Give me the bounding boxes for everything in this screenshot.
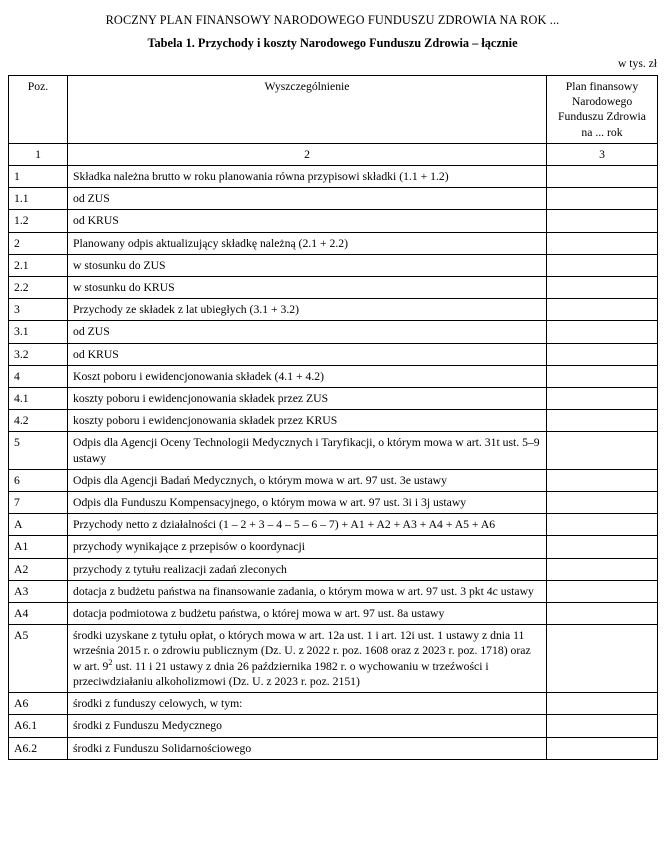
row-description-cell: Odpis dla Agencji Badań Medycznych, o którym mowa w art. 97 ust. 3e ustawy bbox=[68, 469, 547, 491]
row-plan-value-cell[interactable] bbox=[547, 603, 658, 625]
row-description-cell: Odpis dla Funduszu Kompensacyjnego, o którym mowa w art. 97 ust. 3i i 3j ustawy bbox=[68, 492, 547, 514]
column-header-plan: Plan finansowy Narodowego Funduszu Zdrowia na ... rok bbox=[547, 76, 658, 144]
table-header bbox=[9, 76, 658, 166]
table-row bbox=[9, 514, 658, 536]
row-description-cell: koszty poboru i ewidencjonowania składek przez ZUS bbox=[68, 388, 547, 410]
row-description-cell: Koszt poboru i ewidencjonowania składek (4.1 + 4.2) bbox=[68, 365, 547, 387]
unit-note: w tys. zł bbox=[618, 57, 657, 70]
row-position-cell: 1.1 bbox=[9, 188, 68, 210]
row-plan-value-cell[interactable] bbox=[547, 321, 658, 343]
row-plan-value-cell[interactable] bbox=[547, 492, 658, 514]
column-number-3: 3 bbox=[547, 143, 658, 165]
row-position-cell: 3 bbox=[9, 299, 68, 321]
row-plan-value-cell[interactable] bbox=[547, 580, 658, 602]
column-header-position: Poz. bbox=[9, 76, 68, 144]
row-description-cell: Przychody netto z działalności (1 – 2 + 3 – 4 – 5 – 6 – 7) + A1 + A2 + A3 + A4 + A5 + A6 bbox=[68, 514, 547, 536]
row-plan-value-cell[interactable] bbox=[547, 232, 658, 254]
row-position-cell: 7 bbox=[9, 492, 68, 514]
row-description-cell: przychody wynikające z przepisów o koordynacji bbox=[68, 536, 547, 558]
row-position-cell: 5 bbox=[9, 432, 68, 469]
table-row bbox=[9, 210, 658, 232]
row-plan-value-cell[interactable] bbox=[547, 693, 658, 715]
row-plan-value-cell[interactable] bbox=[547, 625, 658, 693]
row-position-cell: A6.1 bbox=[9, 715, 68, 737]
row-plan-value-cell[interactable] bbox=[547, 166, 658, 188]
table-caption: Tabela 1. Przychody i koszty Narodowego Funduszu Zdrowia – łącznie bbox=[147, 36, 518, 50]
table-row bbox=[9, 410, 658, 432]
table-row bbox=[9, 558, 658, 580]
row-description-cell: od ZUS bbox=[68, 188, 547, 210]
row-position-cell: 6 bbox=[9, 469, 68, 491]
table-row bbox=[9, 603, 658, 625]
table-column-number-row bbox=[9, 143, 658, 165]
row-description-cell: od ZUS bbox=[68, 321, 547, 343]
row-position-cell: A1 bbox=[9, 536, 68, 558]
row-description-cell: środki z Funduszu Solidarnościowego bbox=[68, 737, 547, 759]
row-position-cell: A5 bbox=[9, 625, 68, 693]
row-position-cell: 4.2 bbox=[9, 410, 68, 432]
table-row bbox=[9, 693, 658, 715]
row-description-cell: przychody z tytułu realizacji zadań zleconych bbox=[68, 558, 547, 580]
row-description-cell: Składka należna brutto w roku planowania równa przypisowi składki (1.1 + 1.2) bbox=[68, 166, 547, 188]
row-description-cell: dotacja z budżetu państwa na finansowanie zadania, o którym mowa w art. 97 ust. 3 pkt 4c ustawy bbox=[68, 580, 547, 602]
table-row bbox=[9, 492, 658, 514]
row-description-cell: środki z Funduszu Medycznego bbox=[68, 715, 547, 737]
row-plan-value-cell[interactable] bbox=[547, 299, 658, 321]
document-page bbox=[0, 13, 665, 859]
table-row bbox=[9, 343, 658, 365]
column-number-2: 2 bbox=[68, 143, 547, 165]
table-row bbox=[9, 625, 658, 693]
row-position-cell: A6.2 bbox=[9, 737, 68, 759]
row-plan-value-cell[interactable] bbox=[547, 277, 658, 299]
table-row bbox=[9, 232, 658, 254]
row-position-cell: 4 bbox=[9, 365, 68, 387]
row-description-cell: środki uzyskane z tytułu opłat, o których mowa w art. 12a ust. 1 i art. 12i ust. 1 ustawy z dnia 11 września 2015 r. o zdrowiu publicznym (Dz. U. z 2022 r. poz. 1608 oraz z 2023 r. poz. 1718) oraz w art. $9^2$ ust. 11 i 21 ustawy z dnia 26 października 1982 r. o wychowaniu w trzeźwości i przeciwdziałaniu alkoholizmowi (Dz. U. z 2023 r. poz. 2151) bbox=[68, 625, 547, 693]
row-position-cell: 2 bbox=[9, 232, 68, 254]
table-row bbox=[9, 299, 658, 321]
row-position-cell: 4.1 bbox=[9, 388, 68, 410]
row-plan-value-cell[interactable] bbox=[547, 188, 658, 210]
table-row bbox=[9, 365, 658, 387]
row-description-cell: od KRUS bbox=[68, 210, 547, 232]
row-position-cell: A3 bbox=[9, 580, 68, 602]
table-row bbox=[9, 166, 658, 188]
row-plan-value-cell[interactable] bbox=[547, 343, 658, 365]
row-description-cell: Odpis dla Agencji Oceny Technologii Medycznych i Taryfikacji, o którym mowa w art. 31t ust. 5–9 ustawy bbox=[68, 432, 547, 469]
row-position-cell: 1 bbox=[9, 166, 68, 188]
table-row bbox=[9, 188, 658, 210]
row-description-cell: środki z funduszy celowych, w tym: bbox=[68, 693, 547, 715]
financial-plan-table bbox=[8, 75, 658, 760]
table-row bbox=[9, 254, 658, 276]
row-description-cell: dotacja podmiotowa z budżetu państwa, o której mowa w art. 97 ust. 8a ustawy bbox=[68, 603, 547, 625]
row-description-cell: w stosunku do ZUS bbox=[68, 254, 547, 276]
table-body bbox=[9, 166, 658, 760]
row-position-cell: A6 bbox=[9, 693, 68, 715]
row-description-cell: Przychody ze składek z lat ubiegłych (3.1 + 3.2) bbox=[68, 299, 547, 321]
row-description-cell: Planowany odpis aktualizujący składkę należną (2.1 + 2.2) bbox=[68, 232, 547, 254]
row-position-cell: 2.2 bbox=[9, 277, 68, 299]
row-plan-value-cell[interactable] bbox=[547, 715, 658, 737]
row-position-cell: 2.1 bbox=[9, 254, 68, 276]
row-plan-value-cell[interactable] bbox=[547, 469, 658, 491]
table-row bbox=[9, 388, 658, 410]
row-description-cell: od KRUS bbox=[68, 343, 547, 365]
row-position-cell: A2 bbox=[9, 558, 68, 580]
table-row bbox=[9, 321, 658, 343]
table-row bbox=[9, 737, 658, 759]
page-title: ROCZNY PLAN FINANSOWY NARODOWEGO FUNDUSZU ZDROWIA NA ROK ... bbox=[105, 13, 560, 27]
row-position-cell: 3.1 bbox=[9, 321, 68, 343]
table-row bbox=[9, 715, 658, 737]
row-plan-value-cell[interactable] bbox=[547, 410, 658, 432]
row-description-cell: koszty poboru i ewidencjonowania składek przez KRUS bbox=[68, 410, 547, 432]
row-plan-value-cell[interactable] bbox=[547, 210, 658, 232]
table-row bbox=[9, 432, 658, 469]
row-plan-value-cell[interactable] bbox=[547, 514, 658, 536]
row-plan-value-cell[interactable] bbox=[547, 254, 658, 276]
column-header-description: Wyszczególnienie bbox=[68, 76, 547, 144]
row-plan-value-cell[interactable] bbox=[547, 558, 658, 580]
column-number-1: 1 bbox=[9, 143, 68, 165]
row-plan-value-cell[interactable] bbox=[547, 388, 658, 410]
row-description-cell: w stosunku do KRUS bbox=[68, 277, 547, 299]
table-row bbox=[9, 536, 658, 558]
table-header-row bbox=[9, 76, 658, 144]
row-position-cell: 3.2 bbox=[9, 343, 68, 365]
table-row bbox=[9, 277, 658, 299]
row-plan-value-cell[interactable] bbox=[547, 365, 658, 387]
table-row bbox=[9, 580, 658, 602]
row-position-cell: A4 bbox=[9, 603, 68, 625]
row-position-cell: A bbox=[9, 514, 68, 536]
row-position-cell: 1.2 bbox=[9, 210, 68, 232]
row-plan-value-cell[interactable] bbox=[547, 536, 658, 558]
table-row bbox=[9, 469, 658, 491]
row-plan-value-cell[interactable] bbox=[547, 432, 658, 469]
row-plan-value-cell[interactable] bbox=[547, 737, 658, 759]
